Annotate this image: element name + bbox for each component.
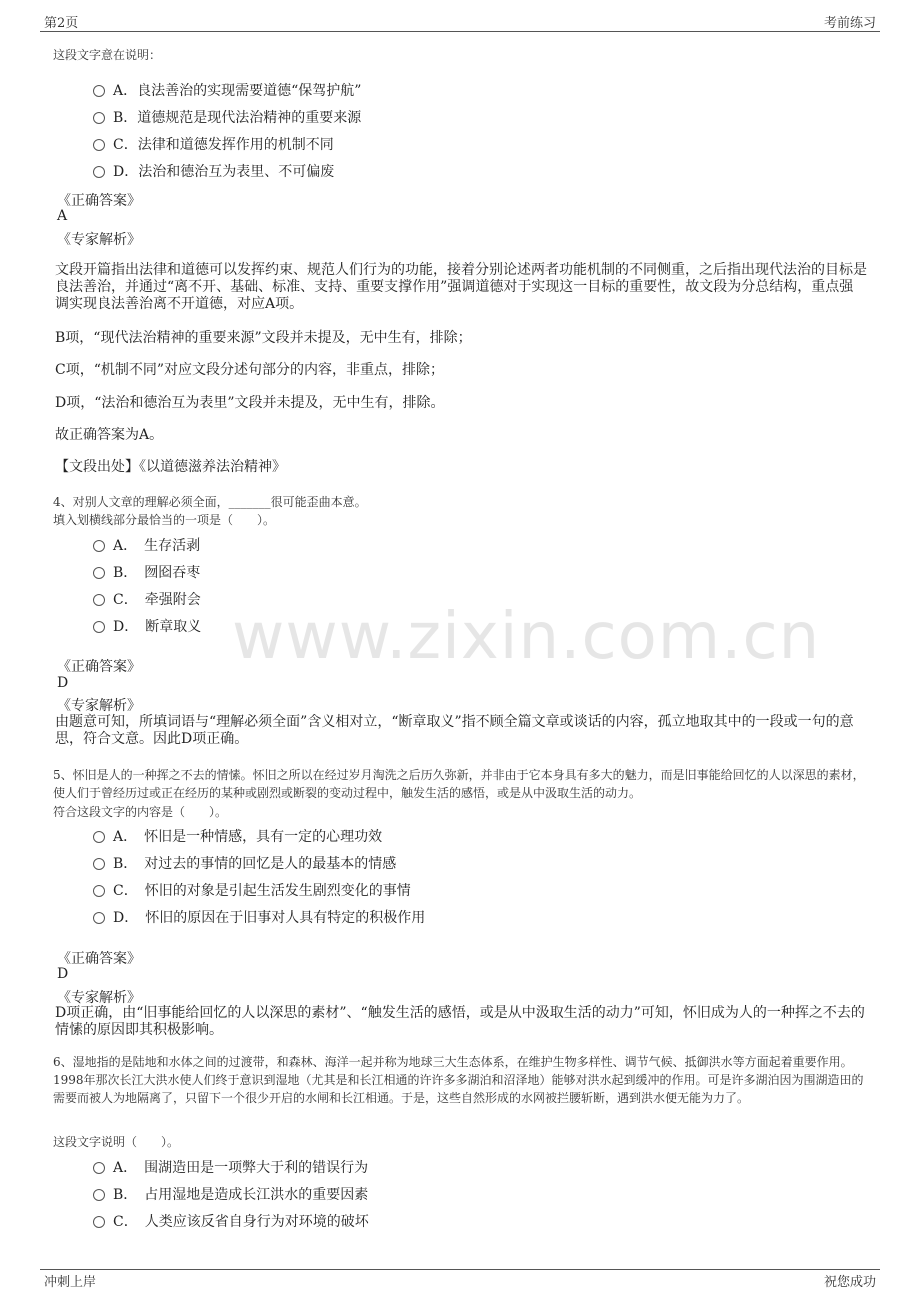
radio-icon[interactable]: [93, 139, 105, 151]
header-divider: [40, 31, 880, 32]
radio-icon[interactable]: [93, 166, 105, 178]
question-prompt: 这段文字说明（ ）。: [53, 1135, 180, 1149]
option-c[interactable]: C． 怀旧的对象是引起生活发生剧烈变化的事情: [93, 880, 411, 900]
option-a[interactable]: A． 围湖造田是一项弊大于利的错误行为: [93, 1157, 368, 1177]
option-b[interactable]: B． 对过去的事情的回忆是人的最基本的情感: [93, 853, 396, 873]
analysis-paragraph: C项，“机制不同”对应文段分述句部分的内容，非重点，排除；: [55, 362, 445, 378]
answer-label: 《正确答案》: [57, 659, 141, 675]
question-prompt: 符合这段文字的内容是（ ）。: [53, 805, 228, 819]
option-c[interactable]: C．法律和道德发挥作用的机制不同: [93, 134, 334, 154]
answer-value: D: [57, 675, 69, 691]
radio-icon[interactable]: [93, 594, 105, 606]
radio-icon[interactable]: [93, 858, 105, 870]
radio-icon[interactable]: [93, 1216, 105, 1228]
footer-divider: [40, 1269, 880, 1270]
question-prompt: 填入划横线部分最恰当的一项是（ ）。: [53, 513, 276, 527]
answer-value: A: [57, 208, 68, 224]
option-a[interactable]: A． 生存活剥: [93, 535, 200, 555]
analysis-label: 《专家解析》: [57, 698, 141, 714]
radio-icon[interactable]: [93, 112, 105, 124]
option-a[interactable]: A． 怀旧是一种情感，具有一定的心理功效: [93, 826, 382, 846]
radio-icon[interactable]: [93, 912, 105, 924]
analysis-paragraph: B项，“现代法治精神的重要来源”文段并未提及，无中生有，排除；: [55, 330, 472, 346]
option-d[interactable]: D．法治和德治互为表里、不可偏废: [93, 161, 334, 181]
question-stem: 6、湿地指的是陆地和水体之间的过渡带，和森林、海洋一起并称为地球三大生态体系，在维护生物多样性、调节气候、抵御洪水等方面起着重要作用。1998年那次长江大洪水使人们终于意识到湿地（尤其是和长江相通的许许多多湖泊和沼泽地）能够对洪水起到缓冲的作用。可是许多湖泊因为围湖造田的需要而被人为地隔离了，只留下一个很少开启的水闸和长江相通。于是，这些自然形成的水网被拦腰斩断，遇到洪水便无能为力了。: [53, 1055, 864, 1105]
option-c[interactable]: C． 人类应该反省自身行为对环境的破坏: [93, 1211, 369, 1231]
question-stem: 5、怀旧是人的一种挥之不去的情愫。怀旧之所以在经过岁月淘洗之后历久弥新，并非由于它本身具有多大的魅力，而是旧事能给回忆的人以深思的素材，使人们于曾经历过或正在经历的某种或剧烈或断裂的变动过程中，触发生活的感悟，或是从中汲取生活的动力。: [53, 768, 865, 800]
answer-label: 《正确答案》: [57, 951, 141, 967]
radio-icon[interactable]: [93, 831, 105, 843]
radio-icon[interactable]: [93, 621, 105, 633]
radio-icon[interactable]: [93, 567, 105, 579]
header-title: 考前练习: [823, 16, 876, 31]
analysis-paragraph: D项，“法治和德治互为表里”文段并未提及，无中生有，排除。: [55, 395, 445, 411]
radio-icon[interactable]: [93, 85, 105, 97]
page-number: 第2页: [44, 16, 79, 31]
question-stem: 这段文字意在说明：: [53, 48, 162, 62]
radio-icon[interactable]: [93, 1189, 105, 1201]
option-b[interactable]: B． 占用湿地是造成长江洪水的重要因素: [93, 1184, 368, 1204]
radio-icon[interactable]: [93, 885, 105, 897]
footer-left-text: 冲刺上岸: [44, 1275, 97, 1290]
option-d[interactable]: D． 怀旧的原因在于旧事对人具有特定的积极作用: [93, 907, 425, 927]
analysis-paragraph: 文段开篇指出法律和道德可以发挥约束、规范人们行为的功能，接着分别论述两者功能机制的不同侧重，之后指出现代法治的目标是良法善治，并通过“离不开、基础、标准、支持、重要支撑作用”强调道德对于实现这一目标的重要性，故文段为分总结构，重点强调实现良法善治离不开道德，对应A项。: [55, 262, 867, 312]
analysis-paragraph: 由题意可知，所填词语与“理解必须全面”含义相对立，“断章取义”指不顾全篇文章或谈话的内容，孤立地取其中的一段或一句的意思，符合文意。因此D项正确。: [55, 714, 854, 747]
option-b[interactable]: B． 囫囵吞枣: [93, 562, 200, 582]
analysis-label: 《专家解析》: [57, 232, 141, 248]
option-c[interactable]: C． 牵强附会: [93, 589, 201, 609]
answer-value: D: [57, 966, 69, 982]
analysis-paragraph: 故正确答案为A。: [55, 427, 164, 443]
source-note: 【文段出处】《以道德滋养法治精神》: [55, 459, 286, 475]
analysis-paragraph: D项正确，由“旧事能给回忆的人以深思的素材”、“触发生活的感悟，或是从中汲取生活的动力”可知，怀旧成为人的一种挥之不去的情愫的原因即其积极影响。: [55, 1005, 865, 1038]
option-b[interactable]: B．道德规范是现代法治精神的重要来源: [93, 107, 361, 127]
question-stem: 4、对别人文章的理解必须全面，_______很可能歪曲本意。: [53, 495, 367, 509]
footer-right-text: 祝您成功: [823, 1275, 876, 1290]
analysis-label: 《专家解析》: [57, 990, 141, 1006]
watermark: www.zixin.com.cn: [232, 600, 821, 674]
option-d[interactable]: D． 断章取义: [93, 616, 201, 636]
radio-icon[interactable]: [93, 540, 105, 552]
option-a[interactable]: A．良法善治的实现需要道德“保驾护航”: [93, 80, 361, 100]
radio-icon[interactable]: [93, 1162, 105, 1174]
answer-label: 《正确答案》: [57, 193, 141, 209]
